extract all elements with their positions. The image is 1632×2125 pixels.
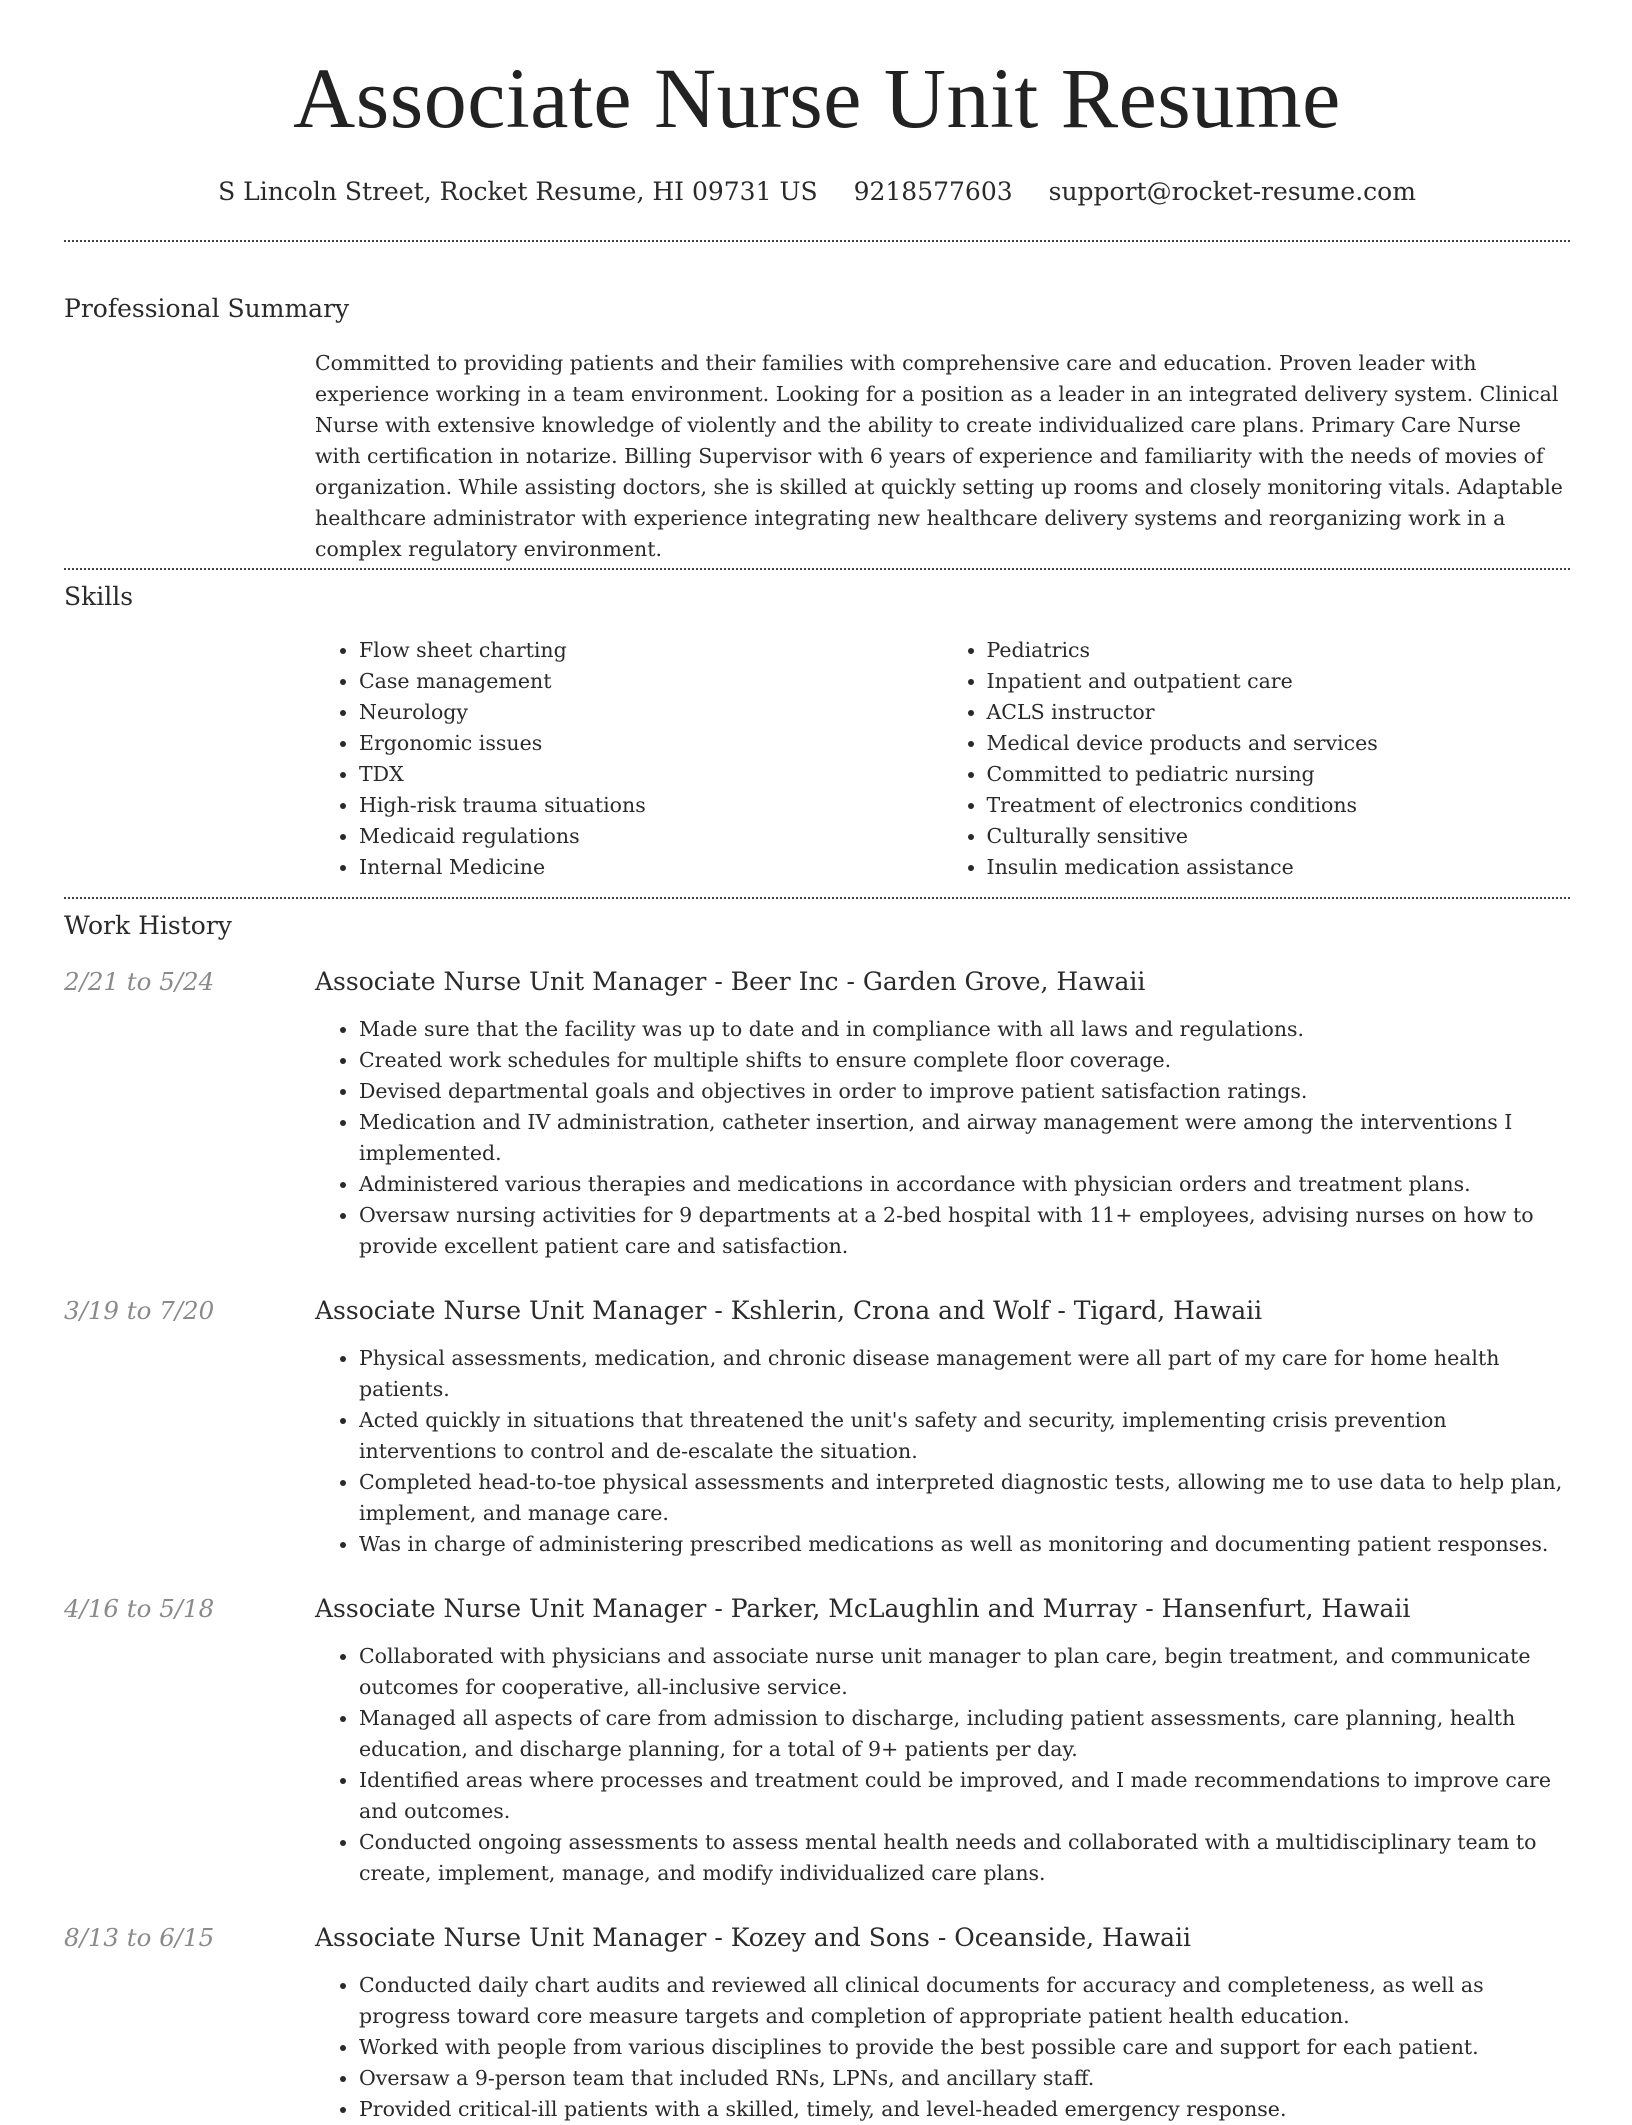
skills-title: Skills: [64, 582, 134, 611]
job-bullet: • Administered various therapies and medications in accordance with physician orders and treatment plans.: [359, 1169, 1570, 1200]
divider: [64, 240, 1570, 242]
job-dates: 4/16 to 5/18: [64, 1594, 215, 1623]
job-dates: 2/21 to 5/24: [64, 967, 215, 996]
job-bullet: • Medication and IV administration, catheter insertion, and airway management were among the interventions I implemented.: [359, 1107, 1570, 1169]
work-section: [64, 911, 1570, 2125]
skill-item: • Medical device products and services: [987, 728, 1571, 759]
skills-list-left: [315, 635, 943, 883]
job-bullet: • Oversaw nursing activities for 9 departments at a 2-bed hospital with 11+ employees, advising nurses on how to provide excellent patient care and satisfaction.: [359, 1200, 1570, 1262]
job-bullet: • Conducted ongoing assessments to assess mental health needs and collaborated with a multidisciplinary team to create, implement, manage, and modify individualized care plans.: [359, 1827, 1570, 1889]
skill-item: • TDX: [359, 759, 943, 790]
skill-item: • Medicaid regulations: [359, 821, 943, 852]
job-dates: 3/19 to 7/20: [64, 1296, 215, 1325]
job-bullet: • Conducted daily chart audits and reviewed all clinical documents for accuracy and completeness, as well as progress toward core measure targets and completion of appropriate patient health education.: [359, 1970, 1570, 2032]
job-bullet: • Devised departmental goals and objectives in order to improve patient satisfaction ratings.: [359, 1076, 1570, 1107]
skill-item: • Internal Medicine: [359, 852, 943, 883]
job-bullet: • Was in charge of administering prescribed medications as well as monitoring and documenting patient responses.: [359, 1529, 1570, 1560]
skills-list-right: [943, 635, 1571, 883]
job-bullets: [315, 1343, 1570, 1560]
skill-item: • Flow sheet charting: [359, 635, 943, 666]
skill-item: • Culturally sensitive: [987, 821, 1571, 852]
skill-item: • Treatment of electronics conditions: [987, 790, 1571, 821]
job-bullet: • Created work schedules for multiple shifts to ensure complete floor coverage.: [359, 1045, 1570, 1076]
summary-title: Professional Summary: [64, 294, 350, 323]
work-title: Work History: [64, 911, 232, 940]
job-bullets: [315, 1641, 1570, 1889]
job-title: Associate Nurse Unit Manager - Beer Inc - Garden Grove, Hawaii: [315, 967, 1146, 996]
job-bullet: • Managed all aspects of care from admission to discharge, including patient assessments, care planning, health education, and discharge planning, for a total of 9+ patients per day.: [359, 1703, 1570, 1765]
skill-item: • High-risk trauma situations: [359, 790, 943, 821]
contact-phone: 9218577603: [853, 177, 1013, 206]
skill-item: • Committed to pediatric nursing: [987, 759, 1571, 790]
job-bullet: • Identified areas where processes and treatment could be improved, and I made recommendations to improve care and outcomes.: [359, 1765, 1570, 1827]
skill-item: • ACLS instructor: [987, 697, 1571, 728]
summary-text: Committed to providing patients and their families with comprehensive care and education. Proven leader with experience working in a team environment. Looking for a position as a leader in an integrated delivery system. Clinical Nurse with extensive knowledge of violently and the ability to create individualized care plans. Primary Care Nurse with certification in notarize. Billing Supervisor with 6 years of experience and familiarity with the needs of movies of organization. While assisting doctors, she is skilled at quickly setting up rooms and closely monitoring vitals. Adaptable healthcare administrator with experience integrating new healthcare delivery systems and reorganizing work in a complex regulatory environment.: [315, 351, 1563, 561]
contact-line: [64, 177, 1570, 207]
resume-page: [64, 0, 1570, 2125]
summary-section: [64, 294, 1570, 565]
job-bullet: • Completed head-to-toe physical assessments and interpreted diagnostic tests, allowing me to use data to help plan, implement, and manage care.: [359, 1467, 1570, 1529]
job-title: Associate Nurse Unit Manager - Parker, McLaughlin and Murray - Hansenfurt, Hawaii: [315, 1594, 1411, 1623]
divider: [64, 568, 1570, 570]
skill-item: • Inpatient and outpatient care: [987, 666, 1571, 697]
job-bullet: • Physical assessments, medication, and chronic disease management were all part of my care for home health patients.: [359, 1343, 1570, 1405]
job-bullet: • Collaborated with physicians and associate nurse unit manager to plan care, begin treatment, and communicate outcomes for cooperative, all-inclusive service.: [359, 1641, 1570, 1703]
job-bullet: • Provided critical-ill patients with a skilled, timely, and level-headed emergency response.: [359, 2094, 1570, 2125]
skill-item: • Pediatrics: [987, 635, 1571, 666]
job-dates: 8/13 to 6/15: [64, 1923, 215, 1952]
job-bullet: • Acted quickly in situations that threatened the unit's safety and security, implementing crisis prevention interventions to control and de-escalate the situation.: [359, 1405, 1570, 1467]
job-entry: [64, 967, 1570, 1262]
skills-section: [64, 582, 1570, 883]
skill-item: • Insulin medication assistance: [987, 852, 1571, 883]
job-entry: [64, 1923, 1570, 2125]
skill-item: • Ergonomic issues: [359, 728, 943, 759]
contact-address: S Lincoln Street, Rocket Resume, HI 09731 US: [218, 177, 818, 206]
job-title: Associate Nurse Unit Manager - Kozey and Sons - Oceanside, Hawaii: [315, 1923, 1192, 1952]
contact-email: support@rocket-resume.com: [1048, 177, 1416, 206]
job-bullet: • Oversaw a 9-person team that included RNs, LPNs, and ancillary staff.: [359, 2063, 1570, 2094]
job-entry: [64, 1296, 1570, 1560]
job-bullet: • Worked with people from various disciplines to provide the best possible care and support for each patient.: [359, 2032, 1570, 2063]
skill-item: • Case management: [359, 666, 943, 697]
job-title: Associate Nurse Unit Manager - Kshlerin, Crona and Wolf - Tigard, Hawaii: [315, 1296, 1263, 1325]
job-bullet: • Made sure that the facility was up to date and in compliance with all laws and regulations.: [359, 1014, 1570, 1045]
job-entry: [64, 1594, 1570, 1889]
resume-name: Associate Nurse Unit Resume: [293, 50, 1341, 146]
skill-item: • Neurology: [359, 697, 943, 728]
job-bullets: [315, 1014, 1570, 1262]
job-bullets: [315, 1970, 1570, 2125]
divider: [64, 897, 1570, 899]
